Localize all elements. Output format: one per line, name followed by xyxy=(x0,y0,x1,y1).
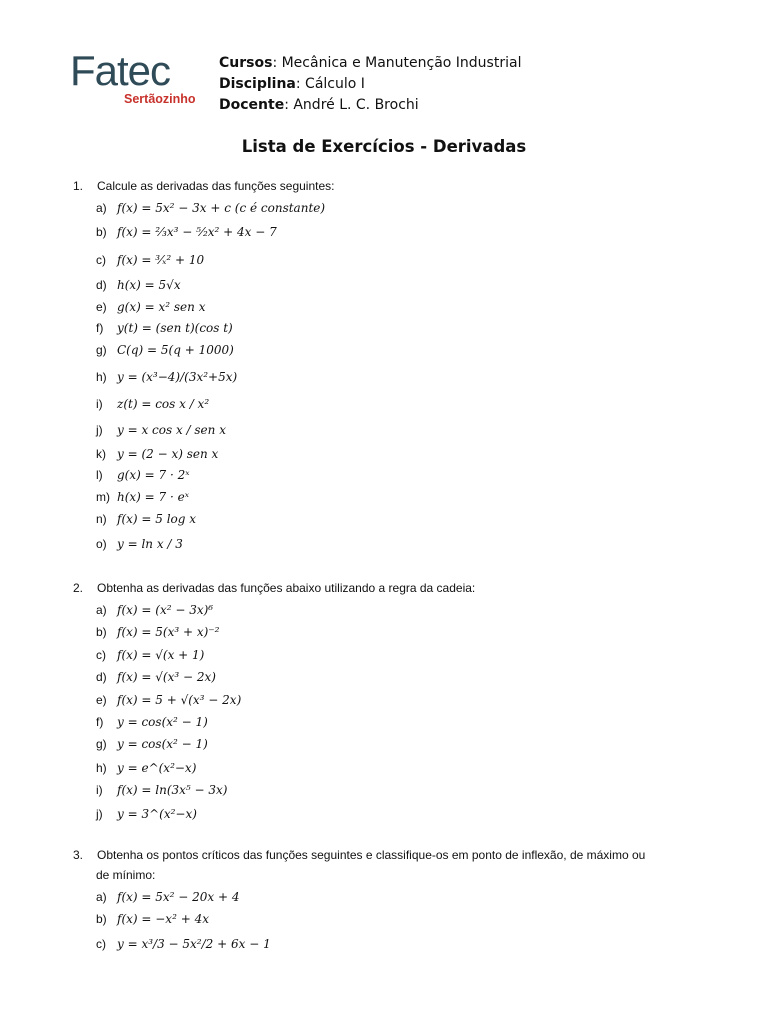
item-label: o) xyxy=(96,537,107,551)
item-expression: y = cos(x² − 1) xyxy=(117,737,208,751)
item-label: a) xyxy=(96,603,107,617)
course-label: Cursos xyxy=(219,55,273,71)
question-3-continuation: de mínimo: xyxy=(96,868,156,882)
item-label: b) xyxy=(96,625,107,639)
header-info xyxy=(219,53,521,116)
teacher-line xyxy=(219,95,521,116)
item-label: d) xyxy=(96,670,107,684)
item-label: a) xyxy=(96,201,107,215)
question-1 xyxy=(73,178,334,194)
course-value: : Mecânica e Manutenção Industrial xyxy=(272,55,522,71)
item-label: i) xyxy=(96,783,103,797)
question-text: Obtenha os pontos críticos das funções seguintes e classifique-os em ponto de inflexão, de máximo ou xyxy=(97,848,646,862)
item-expression: f(x) = √(x + 1) xyxy=(117,648,205,662)
question-text: Calcule as derivadas das funções seguintes: xyxy=(97,179,335,193)
question-2 xyxy=(73,580,475,596)
item-expression: f(x) = ³⁄ₓ² + 10 xyxy=(117,253,205,267)
item-label: e) xyxy=(96,693,107,707)
item-label: b) xyxy=(96,912,107,926)
item-label: d) xyxy=(96,278,107,292)
item-expression: y = (x³−4)/(3x²+5x) xyxy=(117,370,238,384)
item-label: c) xyxy=(96,253,106,267)
item-label: b) xyxy=(96,225,107,239)
item-label: l) xyxy=(96,468,103,482)
item-expression: f(x) = 5 log x xyxy=(117,512,197,526)
item-label: i) xyxy=(96,397,103,411)
question-3 xyxy=(73,847,645,863)
item-expression: f(x) = ln(3x⁵ − 3x) xyxy=(117,783,228,797)
course-line xyxy=(219,53,521,74)
page-title: Lista de Exercícios - Derivadas xyxy=(241,137,527,156)
logo-main-text: Fatec xyxy=(70,47,171,94)
item-label: f) xyxy=(96,715,104,729)
item-expression: f(x) = (x² − 3x)⁶ xyxy=(117,603,214,617)
item-expression: C(q) = 5(q + 1000) xyxy=(117,343,234,357)
item-expression: f(x) = 5x² − 20x + 4 xyxy=(117,890,240,904)
item-expression: y(t) = (sen t)(cos t) xyxy=(117,321,233,335)
item-expression: z(t) = cos x / x² xyxy=(117,397,210,411)
item-expression: y = 3^(x²−x) xyxy=(117,807,197,821)
item-expression: y = cos(x² − 1) xyxy=(117,715,208,729)
item-expression: f(x) = √(x³ − 2x) xyxy=(117,670,216,684)
discipline-line xyxy=(219,74,521,95)
item-expression: f(x) = ⅔x³ − ⁵⁄₂x² + 4x − 7 xyxy=(117,225,277,239)
item-expression: g(x) = x² sen x xyxy=(117,300,206,314)
item-label: e) xyxy=(96,300,107,314)
item-label: g) xyxy=(96,737,107,751)
item-label: m) xyxy=(96,490,110,504)
item-label: c) xyxy=(96,937,106,951)
teacher-label: Docente xyxy=(219,97,285,113)
discipline-value: : Cálculo I xyxy=(295,76,365,92)
fatec-logo xyxy=(70,47,200,110)
item-label: j) xyxy=(96,423,103,437)
discipline-label: Disciplina xyxy=(219,76,296,92)
item-expression: g(x) = 7 · 2ˣ xyxy=(117,468,190,482)
item-label: c) xyxy=(96,648,106,662)
item-expression: f(x) = 5x² − 3x + c (c é constante) xyxy=(117,201,326,215)
item-label: h) xyxy=(96,370,107,384)
logo-sub-text: Sertãozinho xyxy=(124,92,196,106)
item-label: k) xyxy=(96,447,106,461)
item-expression: y = ln x / 3 xyxy=(117,537,183,551)
item-label: n) xyxy=(96,512,107,526)
item-label: g) xyxy=(96,343,107,357)
question-number: 1. xyxy=(73,179,84,193)
question-text: Obtenha as derivadas das funções abaixo utilizando a regra da cadeia: xyxy=(97,581,476,595)
question-number: 2. xyxy=(73,581,84,595)
teacher-value: : André L. C. Brochi xyxy=(284,97,419,113)
item-expression: y = x³/3 − 5x²/2 + 6x − 1 xyxy=(117,937,271,951)
item-expression: y = e^(x²−x) xyxy=(117,761,197,775)
item-label: f) xyxy=(96,321,104,335)
item-expression: h(x) = 7 · eˣ xyxy=(117,490,189,504)
item-expression: f(x) = 5(x³ + x)⁻² xyxy=(117,625,220,639)
item-label: h) xyxy=(96,761,107,775)
item-expression: f(x) = 5 + √(x³ − 2x) xyxy=(117,693,242,707)
item-label: a) xyxy=(96,890,107,904)
item-expression: y = (2 − x) sen x xyxy=(117,447,219,461)
item-expression: f(x) = −x² + 4x xyxy=(117,912,209,926)
question-number: 3. xyxy=(73,848,84,862)
item-expression: y = x cos x / sen x xyxy=(117,423,226,437)
item-expression: h(x) = 5√x xyxy=(117,278,181,292)
item-label: j) xyxy=(96,807,103,821)
